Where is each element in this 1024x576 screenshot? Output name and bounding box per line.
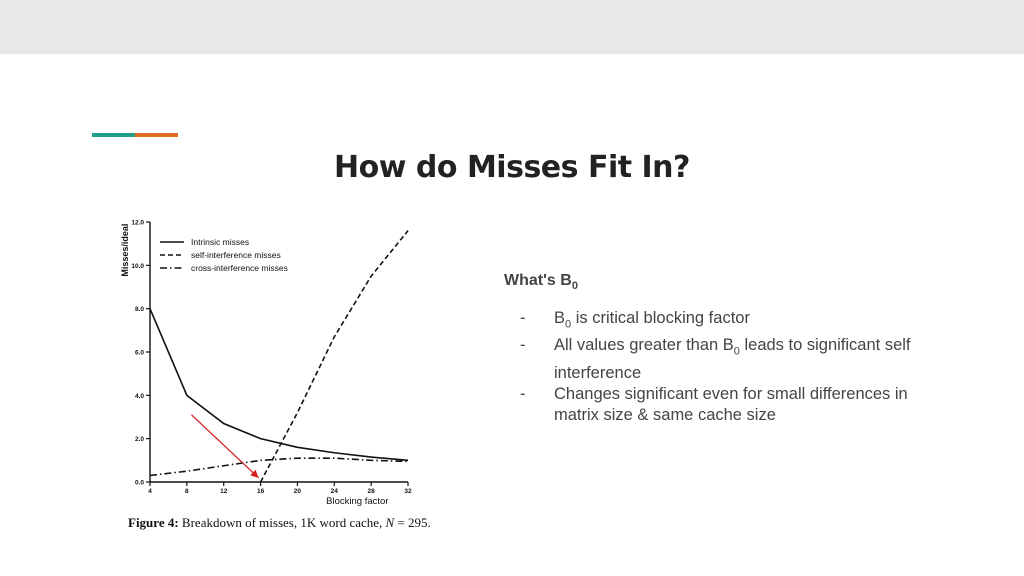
y-tick-label: 8.0 [134, 306, 144, 314]
bullet-item [504, 335, 944, 383]
figure-caption [128, 515, 448, 531]
legend-label: cross-interference misses [191, 263, 288, 273]
x-tick-label: 24 [330, 488, 338, 495]
bullet-dash: - [520, 384, 526, 403]
caption-label: Figure 4: [128, 515, 179, 530]
slide-title: How do Misses Fit In? [334, 150, 690, 185]
series-line [150, 309, 408, 461]
question-heading [504, 272, 944, 292]
bullet-list [504, 308, 944, 432]
y-tick-label: 10.0 [131, 262, 144, 270]
x-tick-label: 8 [185, 488, 189, 495]
question-sub: 0 [571, 280, 578, 293]
bullet-item [504, 308, 944, 335]
bullet-dash: - [520, 309, 526, 328]
question-text: What's B [504, 272, 572, 289]
caption-text: Breakdown of misses, 1K word cache, [181, 515, 383, 530]
bullet-dash: - [520, 336, 526, 355]
bullet-text-post: is critical blocking factor [571, 309, 750, 328]
y-axis-label: Misses/ideal [120, 223, 130, 277]
x-tick-label: 20 [293, 488, 302, 495]
series-line [150, 458, 408, 475]
y-tick-label: 4.0 [134, 392, 144, 400]
legend-label: self-interference misses [191, 250, 281, 260]
bullet-item [504, 384, 944, 432]
caption-n-symbol: N [385, 515, 395, 530]
chart-svg [110, 210, 430, 510]
x-tick-label: 28 [367, 488, 375, 495]
bullet-text: Changes significant even for small differences in matrix size & same cache size [554, 384, 908, 424]
top-bar [0, 0, 1024, 54]
bullet-text: B [554, 309, 566, 328]
x-axis-label: Blocking factor [326, 496, 389, 507]
x-tick-label: 16 [256, 488, 265, 495]
bullet-text-post: leads to significant self interference [554, 336, 911, 382]
legend-label: Intrinsic misses [191, 237, 250, 247]
bullet-sub: 0 [733, 345, 740, 358]
bullet-text: All values greater than B [554, 336, 734, 355]
title-accent-line [92, 133, 178, 137]
bullet-sub: 0 [565, 318, 572, 331]
x-tick-label: 32 [404, 488, 412, 495]
accent-orange [135, 133, 178, 137]
y-tick-label: 2.0 [134, 436, 144, 444]
side-notes [504, 272, 944, 432]
caption-n-value: = 295. [394, 515, 431, 530]
y-tick-label: 6.0 [134, 349, 144, 357]
accent-teal [92, 133, 135, 137]
x-tick-label: 4 [148, 488, 152, 495]
y-tick-label: 0.0 [134, 479, 144, 487]
y-tick-label: 12.0 [131, 219, 144, 227]
x-tick-label: 12 [220, 488, 228, 495]
misses-chart [110, 210, 430, 540]
